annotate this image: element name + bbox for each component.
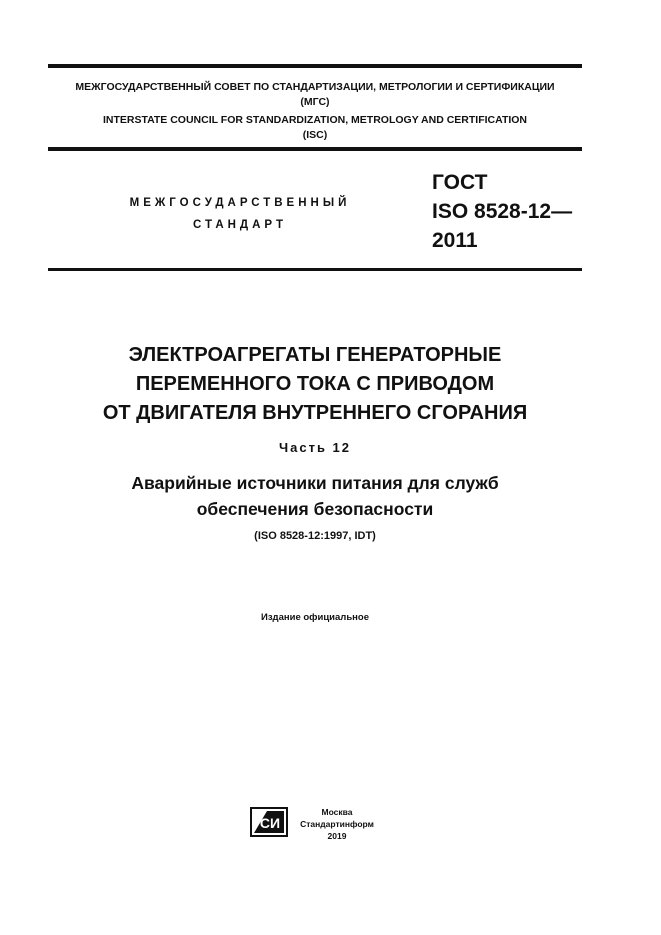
standard-code — [432, 168, 572, 255]
publisher-logo-text: СИ — [259, 815, 281, 831]
iso-reference: (ISO 8528-12:1997, IDT) — [254, 530, 376, 542]
publisher-logo-icon — [250, 807, 288, 837]
council-ru-abbr: (МГС) — [300, 96, 330, 108]
standard-code-line2: ISO 8528-12— — [432, 200, 573, 223]
standard-type — [100, 192, 380, 236]
council-rule — [48, 147, 582, 151]
publisher-name: Стандартинформ — [300, 819, 374, 829]
council-en-name: INTERSTATE COUNCIL FOR STANDARDIZATION, METROLOGY AND CERTIFICATION — [102, 114, 528, 126]
document-title — [48, 341, 582, 428]
publisher-city: Москва — [321, 807, 353, 817]
standard-type-line1: МЕЖГОСУДАРСТВЕННЫЙ — [129, 197, 351, 209]
header-rule — [48, 268, 582, 271]
council-en — [48, 113, 582, 143]
council-ru-name: МЕЖГОСУДАРСТВЕННЫЙ СОВЕТ ПО СТАНДАРТИЗАЦИИ, МЕТРОЛОГИИ И СЕРТИФИКАЦИИ — [75, 81, 555, 93]
standard-code-line3: 2011 — [432, 229, 478, 252]
document-subtitle — [48, 470, 582, 522]
publisher-info — [292, 806, 382, 842]
title-line2: ПЕРЕМЕННОГО ТОКА С ПРИВОДОМ — [135, 373, 495, 395]
council-en-abbr: (ISC) — [302, 129, 328, 141]
top-rule — [48, 64, 582, 68]
title-line3: ОТ ДВИГАТЕЛЯ ВНУТРЕННЕГО СГОРАНИЯ — [102, 402, 528, 424]
edition-label: Издание официальное — [261, 612, 369, 623]
title-line1: ЭЛЕКТРОАГРЕГАТЫ ГЕНЕРАТОРНЫЕ — [128, 344, 502, 366]
subtitle-line1: Аварийные источники питания для служб — [131, 473, 499, 493]
council-ru — [48, 80, 582, 110]
subtitle-line2: обеспечения безопасности — [196, 499, 434, 519]
publisher-year: 2019 — [327, 831, 347, 841]
standard-type-line2: СТАНДАРТ — [193, 219, 287, 231]
standard-code-line1: ГОСТ — [432, 171, 488, 194]
part-label: Часть 12 — [278, 440, 352, 455]
